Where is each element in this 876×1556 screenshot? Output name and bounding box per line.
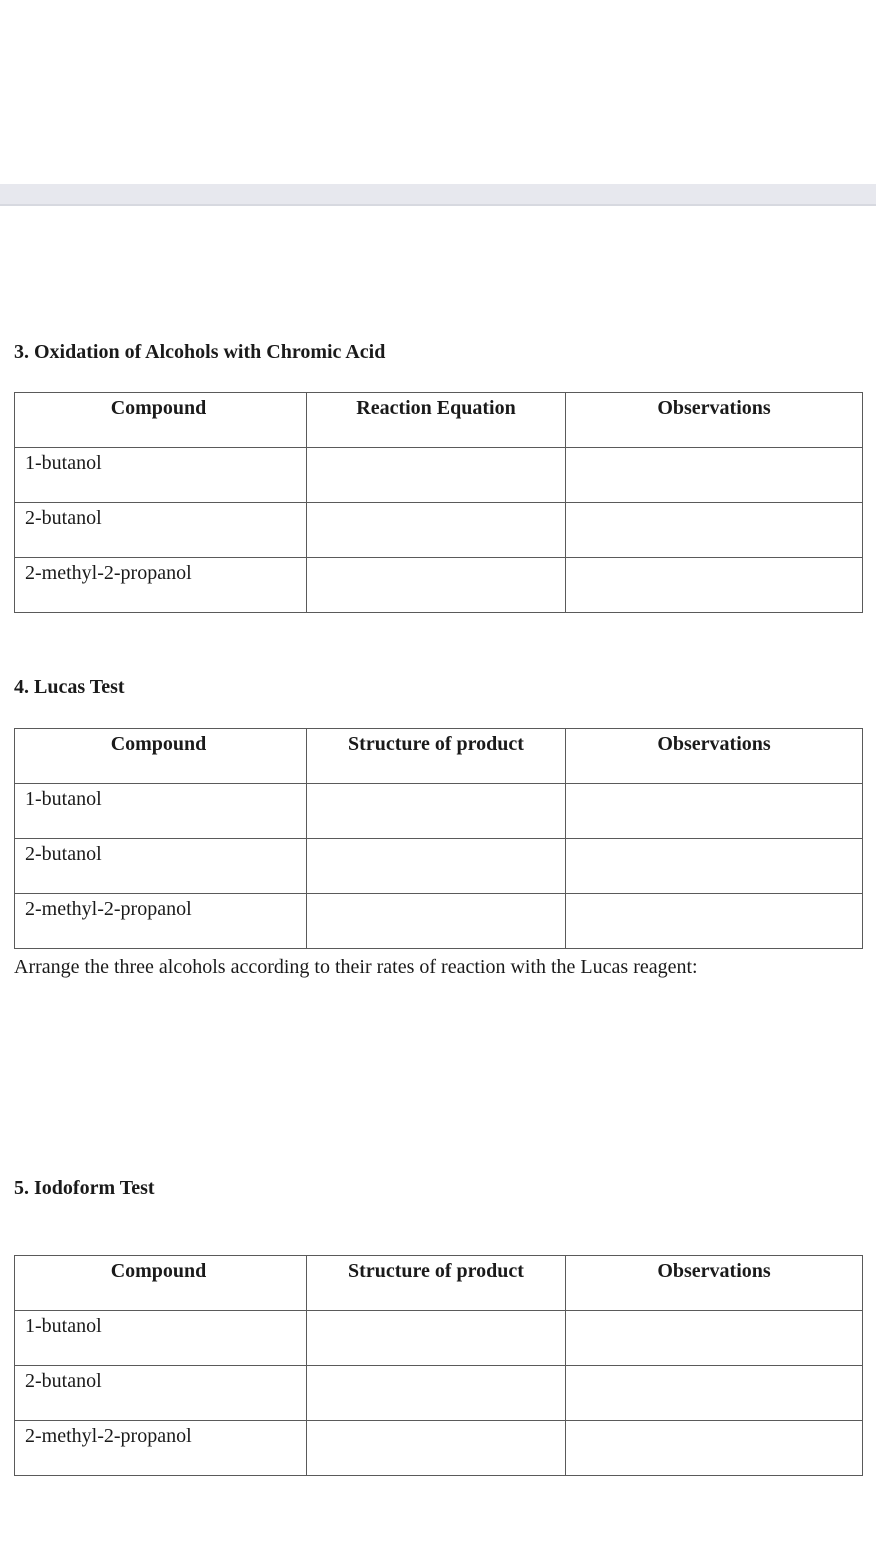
table-row xyxy=(15,1421,863,1476)
compound-cell: 2-methyl-2-propanol xyxy=(15,558,307,613)
compound-cell: 2-butanol xyxy=(15,839,307,894)
column-header-structure-of-product: Structure of product xyxy=(307,1256,566,1311)
table-row xyxy=(15,558,863,613)
section-5-heading: 5. Iodoform Test xyxy=(14,1177,155,1199)
table-row xyxy=(15,839,863,894)
column-header-compound: Compound xyxy=(15,729,307,784)
section-3-heading: 3. Oxidation of Alcohols with Chromic Acid xyxy=(14,341,386,363)
compound-cell: 2-butanol xyxy=(15,503,307,558)
observations-cell[interactable] xyxy=(566,558,863,613)
observations-cell[interactable] xyxy=(566,784,863,839)
reaction-equation-cell[interactable] xyxy=(307,448,566,503)
table-row xyxy=(15,448,863,503)
observations-cell[interactable] xyxy=(566,1311,863,1366)
column-header-observations: Observations xyxy=(566,393,863,448)
structure-cell[interactable] xyxy=(307,894,566,949)
structure-cell[interactable] xyxy=(307,1421,566,1476)
table-header-row xyxy=(15,393,863,448)
observations-cell[interactable] xyxy=(566,448,863,503)
structure-cell[interactable] xyxy=(307,1366,566,1421)
oxidation-table xyxy=(14,392,863,613)
compound-cell: 1-butanol xyxy=(15,784,307,839)
compound-cell: 1-butanol xyxy=(15,448,307,503)
lucas-ranking-prompt: Arrange the three alcohols according to their rates of reaction with the Lucas reagent: xyxy=(14,956,698,978)
observations-cell[interactable] xyxy=(566,1421,863,1476)
observations-cell[interactable] xyxy=(566,839,863,894)
structure-cell[interactable] xyxy=(307,1311,566,1366)
column-header-observations: Observations xyxy=(566,729,863,784)
column-header-observations: Observations xyxy=(566,1256,863,1311)
observations-cell[interactable] xyxy=(566,894,863,949)
observations-cell[interactable] xyxy=(566,503,863,558)
compound-cell: 2-methyl-2-propanol xyxy=(15,894,307,949)
table-row xyxy=(15,894,863,949)
table-row xyxy=(15,1366,863,1421)
section-4-heading: 4. Lucas Test xyxy=(14,676,125,698)
column-header-compound: Compound xyxy=(15,1256,307,1311)
lucas-test-table xyxy=(14,728,863,949)
reaction-equation-cell[interactable] xyxy=(307,503,566,558)
column-header-structure-of-product: Structure of product xyxy=(307,729,566,784)
column-header-reaction-equation: Reaction Equation xyxy=(307,393,566,448)
top-divider-bar xyxy=(0,184,876,206)
structure-cell[interactable] xyxy=(307,784,566,839)
column-header-compound: Compound xyxy=(15,393,307,448)
observations-cell[interactable] xyxy=(566,1366,863,1421)
table-row xyxy=(15,503,863,558)
table-row xyxy=(15,1311,863,1366)
iodoform-test-table xyxy=(14,1255,863,1476)
table-header-row xyxy=(15,729,863,784)
table-header-row xyxy=(15,1256,863,1311)
compound-cell: 1-butanol xyxy=(15,1311,307,1366)
reaction-equation-cell[interactable] xyxy=(307,558,566,613)
structure-cell[interactable] xyxy=(307,839,566,894)
compound-cell: 2-butanol xyxy=(15,1366,307,1421)
table-row xyxy=(15,784,863,839)
compound-cell: 2-methyl-2-propanol xyxy=(15,1421,307,1476)
